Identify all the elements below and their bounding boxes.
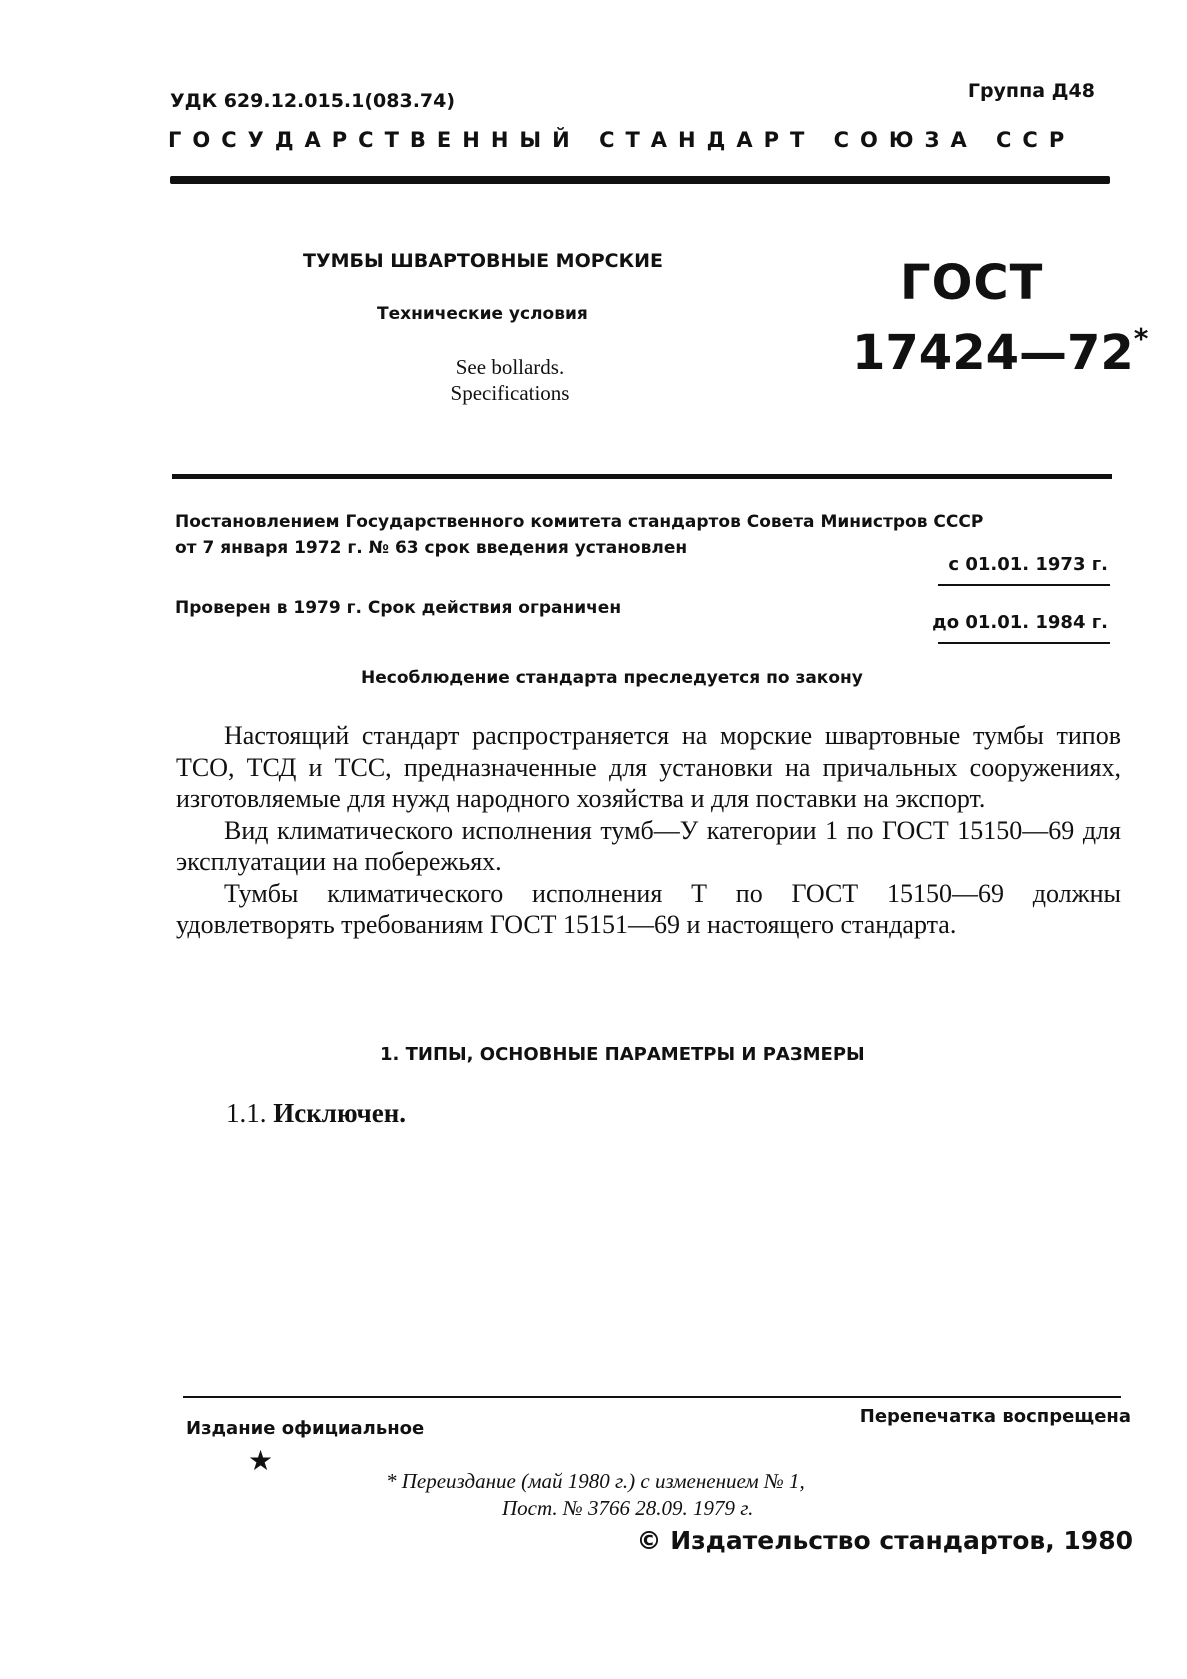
group-code: Группа Д48: [967, 80, 1095, 102]
copyright: © Издательство стандартов, 1980: [636, 1526, 1133, 1555]
gost-number-mark: *: [1133, 322, 1149, 355]
checked-line: Проверен в 1979 г. Срок действия ограничен: [175, 598, 622, 618]
decree-line-2: от 7 января 1972 г. № 63 срок введения установлен: [175, 538, 688, 558]
expiry-date: до 01.01. 1984 г.: [932, 612, 1108, 633]
english-title-line1: See bollards.: [455, 355, 565, 379]
document-subtitle: Технические условия: [377, 304, 588, 324]
body-text: [176, 720, 1121, 941]
section-item: [226, 1098, 406, 1129]
english-title: [420, 354, 600, 406]
gost-number: [852, 322, 1149, 381]
official-edition: Издание официальное: [186, 1418, 425, 1439]
section-heading: 1. ТИПЫ, ОСНОВНЫЕ ПАРАМЕТРЫ И РАЗМЕРЫ: [380, 1044, 865, 1065]
body-paragraph-2: Вид климатического исполнения тумб—У категории 1 по ГОСТ 15150—69 для эксплуатации на побережьях.: [176, 815, 1121, 876]
item-number: 1.1.: [226, 1098, 267, 1128]
law-notice: Несоблюдение стандарта преследуется по закону: [361, 668, 863, 688]
reissue-note: [386, 1468, 946, 1522]
body-paragraph-3: Тумбы климатического исполнения Т по ГОСТ 15150—69 должны удовлетворять требованиям ГОСТ 15151—69 и настоящего стандарта.: [176, 878, 1121, 939]
state-standard-banner: ГОСУДАРСТВЕННЫЙ СТАНДАРТ СОЮЗА ССР: [168, 128, 1076, 152]
title-rule: [172, 474, 1112, 479]
decree-line-1: Постановлением Государственного комитета стандартов Совета Министров СССР: [175, 512, 984, 532]
reissue-note-line2: Пост. № 3766 28.09. 1979 г.: [502, 1496, 754, 1520]
expiry-date-underline: [938, 642, 1110, 644]
header-rule: [170, 176, 1110, 184]
gost-number-value: 17424—72: [852, 325, 1134, 381]
footer-rule: [183, 1396, 1121, 1398]
effective-date-underline: [938, 584, 1110, 586]
star-icon: ★: [248, 1444, 274, 1477]
reissue-note-line1: * Переиздание (май 1980 г.) с изменением № 1,: [386, 1469, 805, 1493]
reprint-ban: Перепечатка воспрещена: [859, 1406, 1131, 1427]
item-text: Исключен.: [273, 1098, 407, 1128]
effective-date: с 01.01. 1973 г.: [948, 554, 1108, 575]
udk-code: УДК 629.12.015.1(083.74): [170, 90, 456, 112]
document-title: ТУМБЫ ШВАРТОВНЫЕ МОРСКИЕ: [303, 250, 663, 272]
body-paragraph-1: Настоящий стандарт распространяется на морские швартовные тумбы типов ТСО, ТСД и ТСС, предназначенные для установки на причальных сооружениях, изготовляемые для нужд народного хозяйства и для поставки на экспорт.: [176, 721, 1121, 813]
gost-label: ГОСТ: [900, 255, 1044, 311]
english-title-line2: Specifications: [450, 381, 570, 405]
